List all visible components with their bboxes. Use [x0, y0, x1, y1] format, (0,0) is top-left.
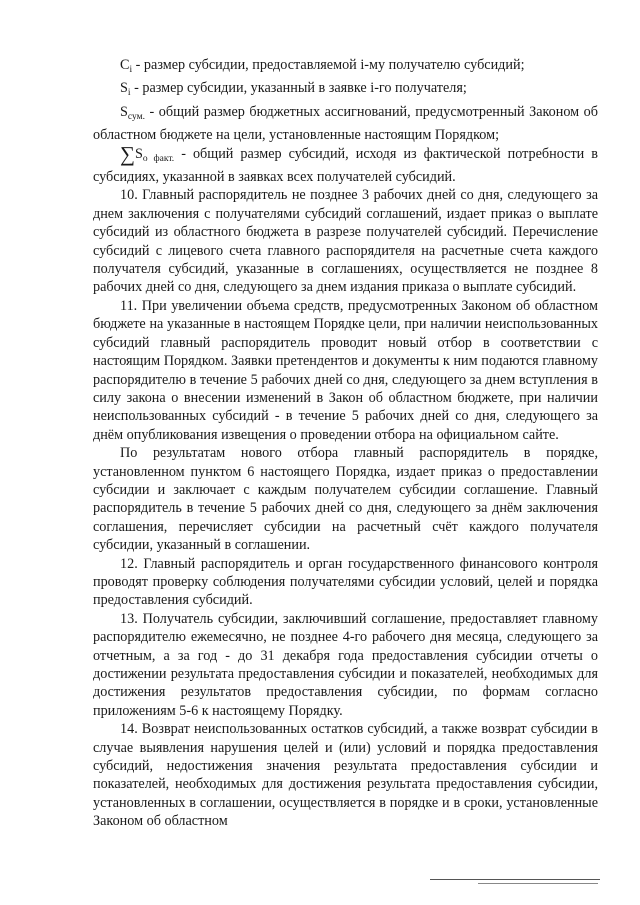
formula-symbol: $C_i$: [120, 57, 133, 75]
paragraph-13: 13. Получатель субсидии, заключивший соглашение, предоставляет главному распорядителю ежемесячно, не позднее 4-го рабочего дня месяца, следующего за отчетным, а за год - до 31 декабря года предоставления субсидии отчеты о достижении результата предоставления субсидии и показателей, необходимых для достижения результатов предоставления субсидии, по формам согласно приложениям 5-6 к настоящему Порядку.: [93, 610, 598, 719]
document-body: [93, 56, 598, 831]
definition-sum-s-fact: $\sum S_{о факт.}$ - общий размер субсидий, исходя из фактической потребности в субсидиях, указанной в заявках всех получателей субсидий.: [93, 141, 598, 186]
formula-symbol: $\sum S_{о факт.}$: [120, 141, 175, 166]
definition-s-sum: $S_{сум.}$ - общий размер бюджетных ассигнований, предусмотренный Законом об областном бюджете на цели, установленные настоящим Порядком;: [93, 103, 598, 144]
footer-rule: [430, 879, 600, 880]
definition-s-i: $S_i$ - размер субсидии, указанный в заявке i-го получателя;: [120, 80, 467, 99]
paragraph-14: 14. Возврат неиспользованных остатков субсидий, а также возврат субсидии в случае выявления нарушения целей и (или) условий и порядка предоставления субсидий, недостижения значения результата предоставления субсидии и показателей, необходимых для достижения результата предоставления субсидии, установленных в соглашении, осуществляется в порядке и в сроки, установленные Законом об областном: [93, 721, 598, 830]
paragraph-10: 10. Главный распорядитель не позднее 3 рабочих дней со дня, следующего за днем заключения с получателями субсидий соглашений, издает приказ о выплате субсидий из областного бюджета в разрезе получателей субсидий. Перечисление субсидий с лицевого счета главного распорядителя на расчетные счета каждого получателя субсидий, указанные в соглашениях, осуществляется не позднее 8 рабочих дней со дня, следующего за днем издания приказа о выплате субсидий.: [93, 187, 598, 296]
paragraph-11: 11. При увеличении объема средств, предусмотренных Законом об областном бюджете на указанные в настоящем Порядке цели, при наличии неиспользованных субсидий главный распорядитель проводит новый отбор в соответствии с настоящим Порядком. Заявки претендентов и документы к ним подаются главному распорядителю в течение 5 рабочих дней со дня, следующего за днем вступления в силу закона о внесении изменений в Закон об областном бюджете, при наличии неиспользованных субсидий - в течение 5 рабочих дней со дня, следующего за днём опубликования извещения о проведении отбора на официальном сайте.: [93, 297, 598, 443]
formula-symbol: $S_i$: [120, 80, 131, 99]
definition-c-i: $C_i$ - размер субсидии, предоставляемой i-му получателю субсидий;: [120, 57, 525, 75]
footer-rule-secondary: [478, 883, 598, 884]
formula-symbol: $S_{сум.}$: [120, 103, 145, 122]
paragraph-12: 12. Главный распорядитель и орган государственного финансового контроля проводят проверку соблюдения получателями субсидии условий, целей и порядка предоставления субсидий.: [93, 555, 598, 609]
paragraph-11-continued: По результатам нового отбора главный распорядитель в порядке, установленном пунктом 6 настоящего Порядка, издает приказ о предоставлении субсидии и заключает с каждым получателем субсидии соглашение. Главный распорядитель в течение 5 рабочих дней со дня, следующего за днём заключения соглашения, перечисляет субсидии на расчетный счёт каждого получателя субсидии, указанный в соглашении.: [93, 445, 598, 554]
sum-symbol: ∑: [120, 141, 135, 166]
